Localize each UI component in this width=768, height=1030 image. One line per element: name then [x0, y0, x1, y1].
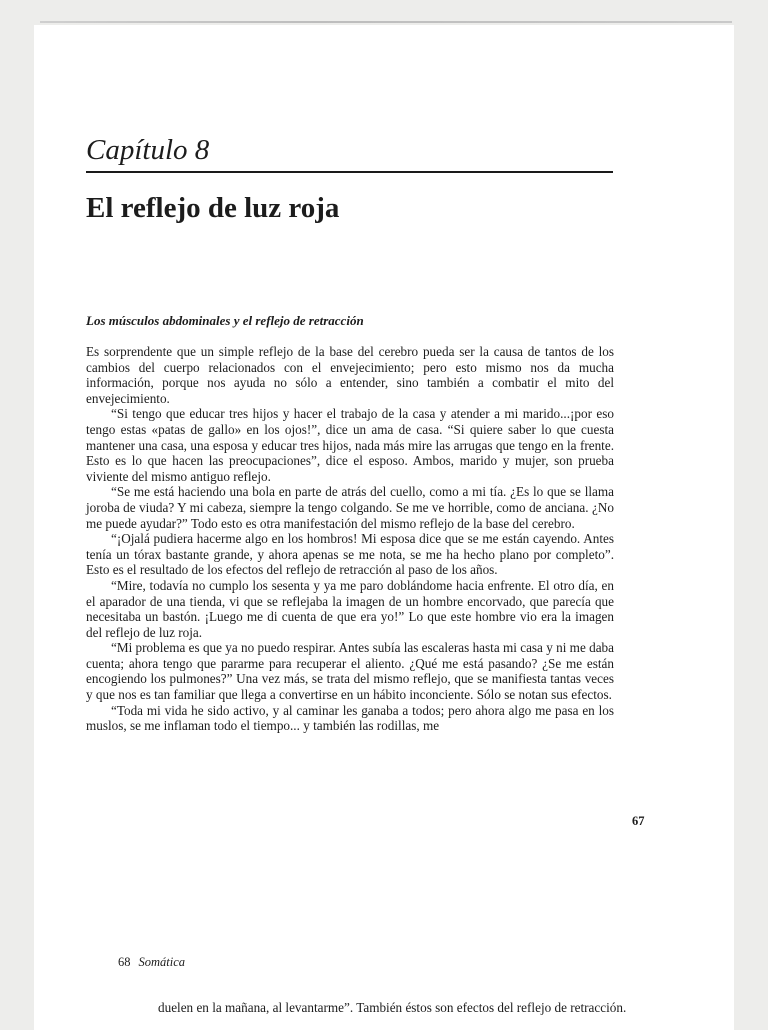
scan-edge — [40, 21, 732, 23]
running-head-title: Somática — [138, 955, 186, 969]
continuation-text — [158, 1000, 686, 1016]
running-head-page-number: 68 — [118, 955, 131, 969]
chapter-label: Capítulo 8 — [86, 134, 210, 166]
chapter-title: El reflejo de luz roja — [86, 192, 340, 224]
body-text — [86, 344, 614, 734]
paragraph: “Se me está haciendo una bola en parte de atrás del cuello, como a mi tía. ¿Es lo que se llama joroba de viuda? Y mi cabeza, siempre la tengo colgando. Se me ve horrible, como de anciana. ¿No me puede ayudar?” Todo esto es otra manifestación del mismo reflejo de la base del cerebro. — [86, 484, 614, 531]
running-head — [118, 955, 185, 970]
paragraph: duelen en la mañana, al levantarme”. También éstos son efectos del reflejo de retracción. — [158, 1000, 627, 1015]
paragraph: Es sorprendente que un simple reflejo de la base del cerebro pueda ser la causa de tantos de los cambios del cuerpo relacionados con el envejecimiento; pero esto mismo nos da mucha información, porque nos ayuda no sólo a entender, sino también a combatir el mito del envejecimiento. — [86, 344, 614, 406]
paragraph: “Si tengo que educar tres hijos y hacer el trabajo de la casa y atender a mi marido...¡por eso tengo estas «patas de gallo» en los ojos!”, dice un ama de casa. “Si quiere saber lo que cuesta mantener una casa, una esposa y educar tres hijos, nada más mire las arrugas que tengo en la frente. Esto es lo que hacen las preocupaciones”, dice el esposo. Ambos, marido y mujer, son prueba viviente del mismo antiguo reflejo. — [86, 406, 614, 484]
paragraph: “Mi problema es que ya no puedo respirar. Antes subía las escaleras hasta mi casa y ni me daba cuenta; ahora tengo que pararme para recuperar el aliento. ¿Qué me está pasando? ¿Se me están encogiendo los pulmones?” Una vez más, se trata del mismo reflejo, que se manifiesta tantas veces y que nos es tan familiar que llega a convertirse en un hábito inconciente. Sólo se notan sus efectos. — [86, 640, 614, 703]
paragraph: “Mire, todavía no cumplo los sesenta y ya me paro doblándome hacia enfrente. El otro día, en el aparador de una tienda, vi que se reflejaba la imagen de un hombre encorvado, que parecía que necesitaba un bastón. ¡Luego me di cuenta de que era yo!” Lo que este hombre vio era la imagen del reflejo de luz roja. — [86, 577, 614, 640]
section-heading: Los músculos abdominales y el reflejo de retracción — [86, 313, 364, 328]
chapter-rule — [86, 171, 613, 173]
paragraph: “¡Ojalá pudiera hacerme algo en los hombros! Mi esposa dice que se me están cayendo. Antes tenía un tórax bastante grande, y ahora apenas se me nota, se me ha hecho plano por completo”. Esto es el resultado de los efectos del reflejo de retracción al paso de los años. — [86, 531, 614, 578]
paragraph: “Toda mi vida he sido activo, y al caminar les ganaba a todos; pero ahora algo me pasa en los muslos, se me inflaman todo el tiempo... y también las rodillas, me — [86, 702, 614, 734]
page-number: 67 — [632, 814, 645, 828]
